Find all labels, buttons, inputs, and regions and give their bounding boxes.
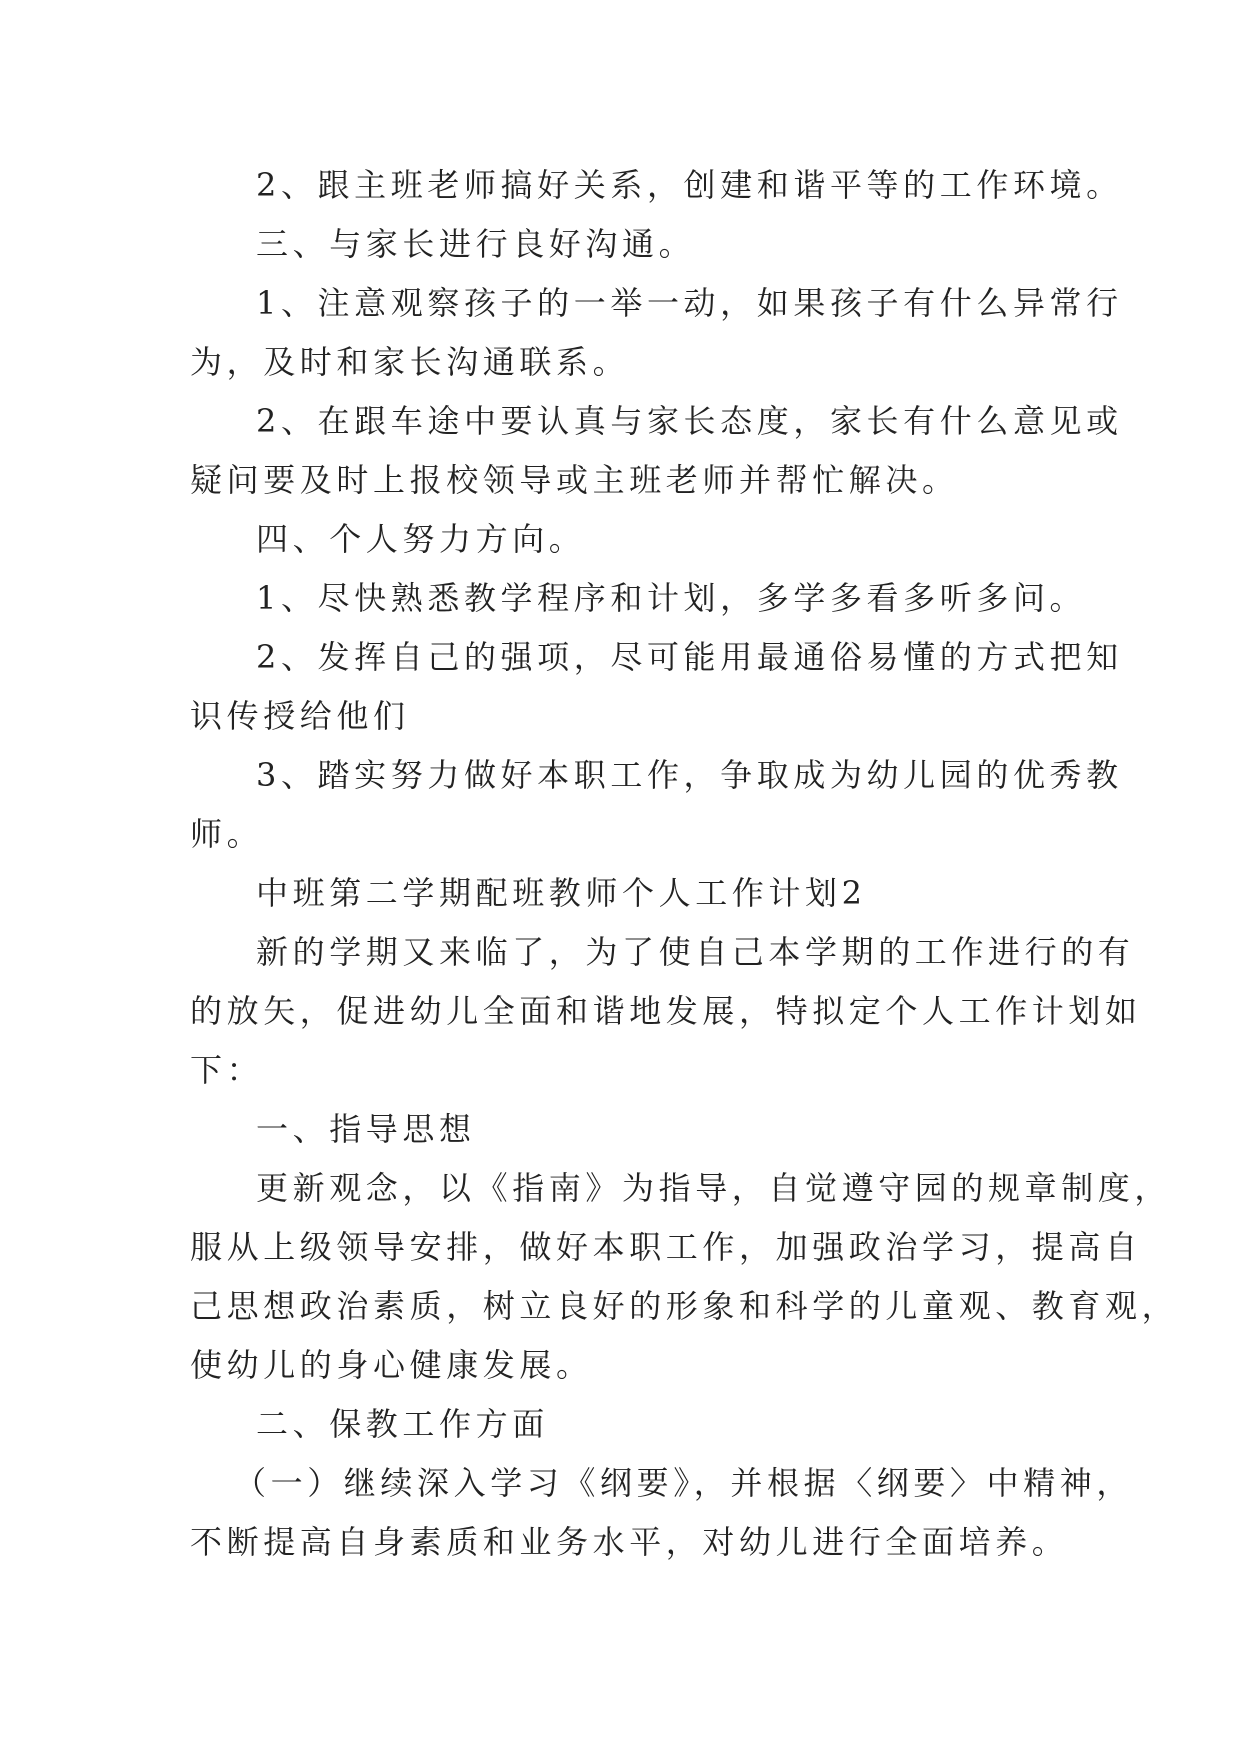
text-line: 2、在跟车途中要认真与家长态度，家长有什么意见或 [256, 402, 1123, 440]
intro-paragraph [190, 923, 1142, 1100]
text-line: 中班第二学期配班教师个人工作计划2 [256, 874, 867, 912]
guiding-thought-paragraph [190, 1159, 1179, 1395]
paragraph-4-2 [190, 628, 1123, 746]
section-heading-care-education [190, 1395, 1056, 1454]
text-line: 不断提高自身素质和业务水平，对幼儿进行全面培养。 [190, 1523, 1069, 1561]
section-heading-4 [190, 510, 1056, 569]
paragraph-1 [190, 156, 1123, 215]
paragraph-4-1 [190, 569, 1087, 628]
text-line: 四、个人努力方向。 [256, 520, 586, 558]
text-line: 1、注意观察孩子的一举一动，如果孩子有什么异常行 [256, 284, 1123, 322]
document-title-2 [190, 864, 1056, 923]
text-line: 使幼儿的身心健康发展。 [190, 1346, 593, 1384]
text-line: 己思想政治素质，树立良好的形象和科学的儿童观、教育观， [190, 1287, 1179, 1325]
paragraph-3-1 [190, 274, 1123, 392]
text-line: 疑问要及时上报校领导或主班老师并帮忙解决。 [190, 461, 959, 499]
paragraph-4-3 [190, 746, 1123, 864]
document-body [190, 156, 1179, 1572]
text-line: 服从上级领导安排，做好本职工作，加强政治学习，提高自 [190, 1228, 1142, 1266]
text-line: 的放矢，促进幼儿全面和谐地发展，特拟定个人工作计划如 [190, 992, 1142, 1030]
text-line: 一、指导思想 [256, 1110, 476, 1148]
text-line: 识传授给他们 [190, 697, 410, 735]
text-line: 2、跟主班老师搞好关系，创建和谐平等的工作环境。 [256, 166, 1123, 204]
text-line: 2、发挥自己的强项，尽可能用最通俗易懂的方式把知 [256, 638, 1123, 676]
section-heading-3 [190, 215, 1056, 274]
text-line: 下： [190, 1051, 264, 1089]
section-heading-guiding-thought [190, 1100, 1056, 1159]
text-line: 三、与家长进行良好沟通。 [256, 225, 696, 263]
text-line: 1、尽快熟悉教学程序和计划，多学多看多听多问。 [256, 579, 1087, 617]
text-line: （一）继续深入学习《纲要》，并根据〈纲要〉中精神， [234, 1464, 1134, 1502]
text-line: 二、保教工作方面 [256, 1405, 549, 1443]
text-line: 新的学期又来临了，为了使自己本学期的工作进行的有 [256, 933, 1135, 971]
text-line: 更新观念，以《指南》为指导，自觉遵守园的规章制度， [256, 1169, 1172, 1207]
text-line: 为，及时和家长沟通联系。 [190, 343, 630, 381]
paragraph-3-2 [190, 392, 1123, 510]
text-line: 师。 [190, 815, 264, 853]
care-education-paragraph-1 [190, 1454, 1134, 1572]
text-line: 3、踏实努力做好本职工作，争取成为幼儿园的优秀教 [256, 756, 1123, 794]
